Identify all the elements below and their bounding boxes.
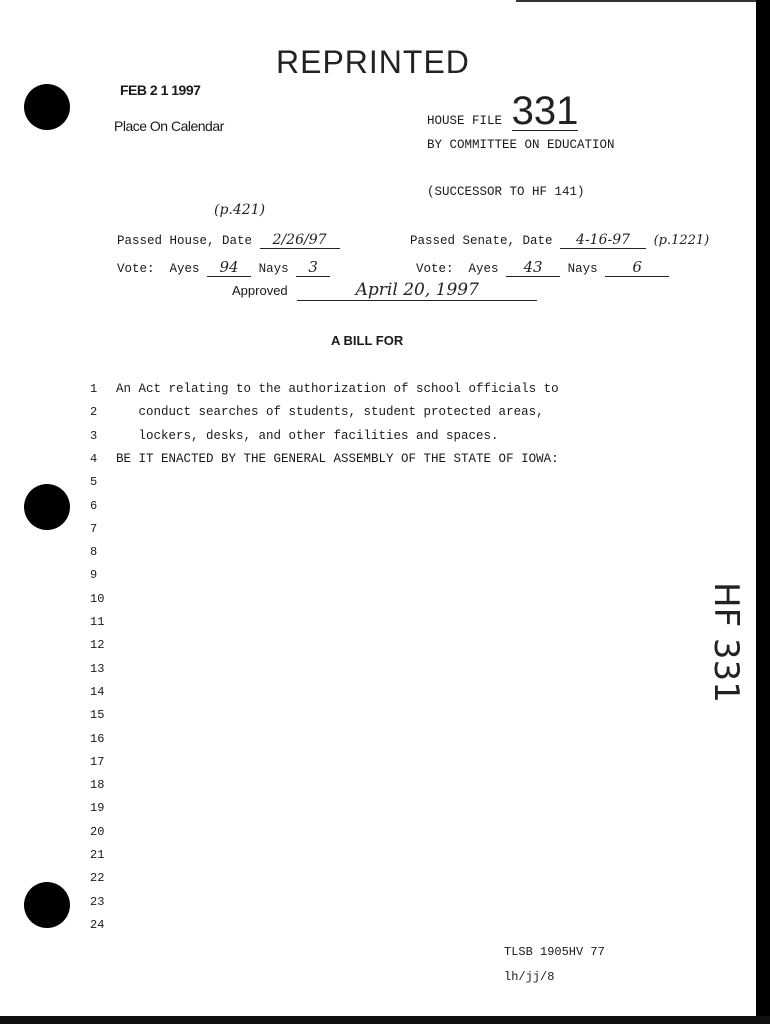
house-ayes-label: Ayes [169,262,200,276]
passed-house-label: Passed House, Date [117,234,253,248]
bill-line-text: lockers, desks, and other facilities and spaces. [116,428,499,443]
house-nays-label: Nays [258,262,289,276]
senate-vote-line [416,258,669,277]
house-ayes-count: 94 [207,258,251,277]
passed-senate-date: 4-16-97 [560,232,646,249]
line-number: 22 [90,871,105,886]
senate-journal-page-note: (p.1221) [653,233,710,248]
tlsb-code: TLSB 1905HV 77 [504,945,605,959]
line-number: 6 [90,498,98,513]
passed-senate-label: Passed Senate, Date [410,234,553,248]
line-number: 1 [90,382,98,396]
successor-note: (SUCCESSOR TO HF 141) [427,185,585,199]
bill-line-text: conduct searches of students, student protected areas, [116,405,544,420]
line-number: 21 [90,848,105,862]
line-number: 12 [90,638,105,653]
approved-label: Approved [232,283,288,298]
line-number: 14 [90,684,105,699]
side-note-hf-number: HF 331 [706,582,746,703]
line-number: 10 [90,591,105,606]
drafter-initials: lh/jj/8 [504,970,555,984]
place-on-calendar-stamp: Place On Calendar [114,118,224,134]
binder-hole-top [24,84,70,130]
line-number: 20 [90,824,105,839]
senate-nays-count: 6 [605,258,669,277]
line-number: 9 [90,568,98,583]
house-file-label: HOUSE FILE [427,114,503,128]
house-vote-line [117,258,330,277]
scan-edge-bottom [0,1016,770,1024]
line-number: 8 [90,545,98,560]
senate-vote-label: Vote: [416,262,454,276]
binder-hole-middle [24,484,70,530]
line-number: 4 [90,451,98,466]
house-nays-count: 3 [296,258,330,277]
bill-line-text: An Act relating to the authorization of school officials to [116,382,559,396]
house-journal-page-note: (p.421) [214,202,266,218]
line-number: 16 [90,731,105,746]
senate-ayes-count: 43 [506,258,560,277]
house-file-number: 331 [511,89,579,133]
date-received-stamp: FEB 2 1 1997 [120,82,201,98]
line-number: 11 [90,615,105,629]
passed-house-line [117,232,340,249]
passed-senate-line [410,232,709,249]
senate-ayes-label: Ayes [468,262,499,276]
approved-line [232,280,537,301]
line-number: 17 [90,754,105,769]
line-number: 15 [90,708,105,723]
line-number: 24 [90,917,105,932]
house-vote-label: Vote: [117,262,155,276]
bill-heading: A BILL FOR [331,333,404,348]
line-number: 2 [90,405,98,420]
sponsor-line: BY COMMITTEE ON EDUCATION [427,138,615,152]
senate-nays-label: Nays [567,262,598,276]
scan-edge-right [756,0,770,1024]
bill-line-text: BE IT ENACTED BY THE GENERAL ASSEMBLY OF THE STATE OF IOWA: [116,451,559,466]
binder-hole-bottom [24,882,70,928]
line-number: 19 [90,801,105,816]
line-number: 3 [90,428,98,443]
line-number: 23 [90,894,105,909]
line-number: 7 [90,521,98,536]
scan-edge-top [516,0,756,2]
house-file-block [427,89,579,133]
line-number: 18 [90,778,105,793]
reprinted-stamp: REPRINTED [276,44,470,80]
line-number: 13 [90,661,105,676]
passed-house-date: 2/26/97 [260,232,340,249]
approved-date: April 20, 1997 [297,280,537,301]
line-number: 5 [90,475,98,490]
